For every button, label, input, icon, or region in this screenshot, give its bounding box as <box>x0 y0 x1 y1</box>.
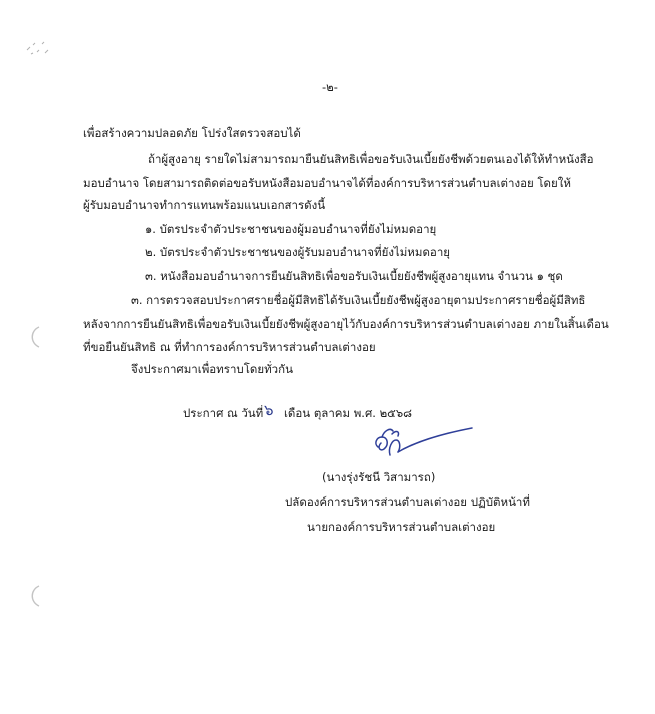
body-line-1: เพื่อสร้างความปลอดภัย โปร่งใสตรวจสอบได้ <box>83 126 301 140</box>
paragraph-1-line-2: มอบอำนาจ โดยสามารถติดต่อขอรับหนังสือมอบอำนาจได้ที่องค์การบริหารส่วนตำบลเต่างอย โดยให้ <box>83 176 571 190</box>
document-list-item-1: ๑. บัตรประจำตัวประชาชนของผู้มอบอำนาจที่ยังไม่หมดอายุ <box>145 222 437 236</box>
closing-line: จึงประกาศมาเพื่อทราบโดยทั่วกัน <box>131 362 293 376</box>
paragraph-3-line-2: หลังจากการยืนยันสิทธิเพื่อขอรับเงินเบี้ยยังชีพผู้สูงอายุไว้กับองค์การบริหารส่วนตำบลเต่างอย ภายในสิ้นเดือน <box>83 317 609 331</box>
signatory-title-line-1: ปลัดองค์การบริหารส่วนตำบลเต่างอย ปฏิบัติหน้าที่ <box>285 495 530 509</box>
signatory-name: (นางรุ่งรัชนี วิสามารถ) <box>322 470 436 484</box>
punch-hole-mark-upper <box>29 326 41 348</box>
punch-hole-mark-lower <box>29 585 41 607</box>
document-list-item-2: ๒. บัตรประจำตัวประชาชนของผู้รับมอบอำนาจที่ยังไม่หมดอายุ <box>145 245 451 259</box>
paragraph-1-line-3: ผู้รับมอบอำนาจทำการแทนพร้อมแนบเอกสารดังนี้ <box>83 198 326 212</box>
announcement-day: ๖ <box>264 401 274 419</box>
announcement-month-year: เดือน ตุลาคม พ.ศ. ๒๕๖๘ <box>284 406 413 420</box>
paragraph-1-line-1: ถ้าผู้สูงอายุ รายใดไม่สามารถมายืนยันสิทธิเพื่อขอรับเงินเบี้ยยังชีพด้วยตนเองได้ให้ทำหนังสือ <box>148 152 594 166</box>
announcement-date-prefix: ประกาศ ณ วันที่ <box>183 406 264 420</box>
signatory-title-line-2: นายกองค์การบริหารส่วนตำบลเต่างอย <box>307 520 496 534</box>
page-number: -๒- <box>322 80 338 94</box>
paragraph-3-line-1: ๓. การตรวจสอบประกาศรายชื่อผู้มีสิทธิได้รับเงินเบี้ยยังชีพผู้สูงอายุตามประกาศรายชื่อผู้มีสิทธิ <box>131 293 586 307</box>
paragraph-3-line-3: ที่ขอยืนยันสิทธิ ณ ที่ทำการองค์การบริหารส่วนตำบลเต่างอย <box>83 340 376 354</box>
document-list-item-3: ๓. หนังสือมอบอำนาจการยืนยันสิทธิเพื่อขอรับเงินเบี้ยยังชีพผู้สูงอายุแทน จำนวน ๑ ชุด <box>145 269 563 283</box>
scan-speck-marks <box>25 38 53 58</box>
handwritten-signature <box>368 422 480 460</box>
